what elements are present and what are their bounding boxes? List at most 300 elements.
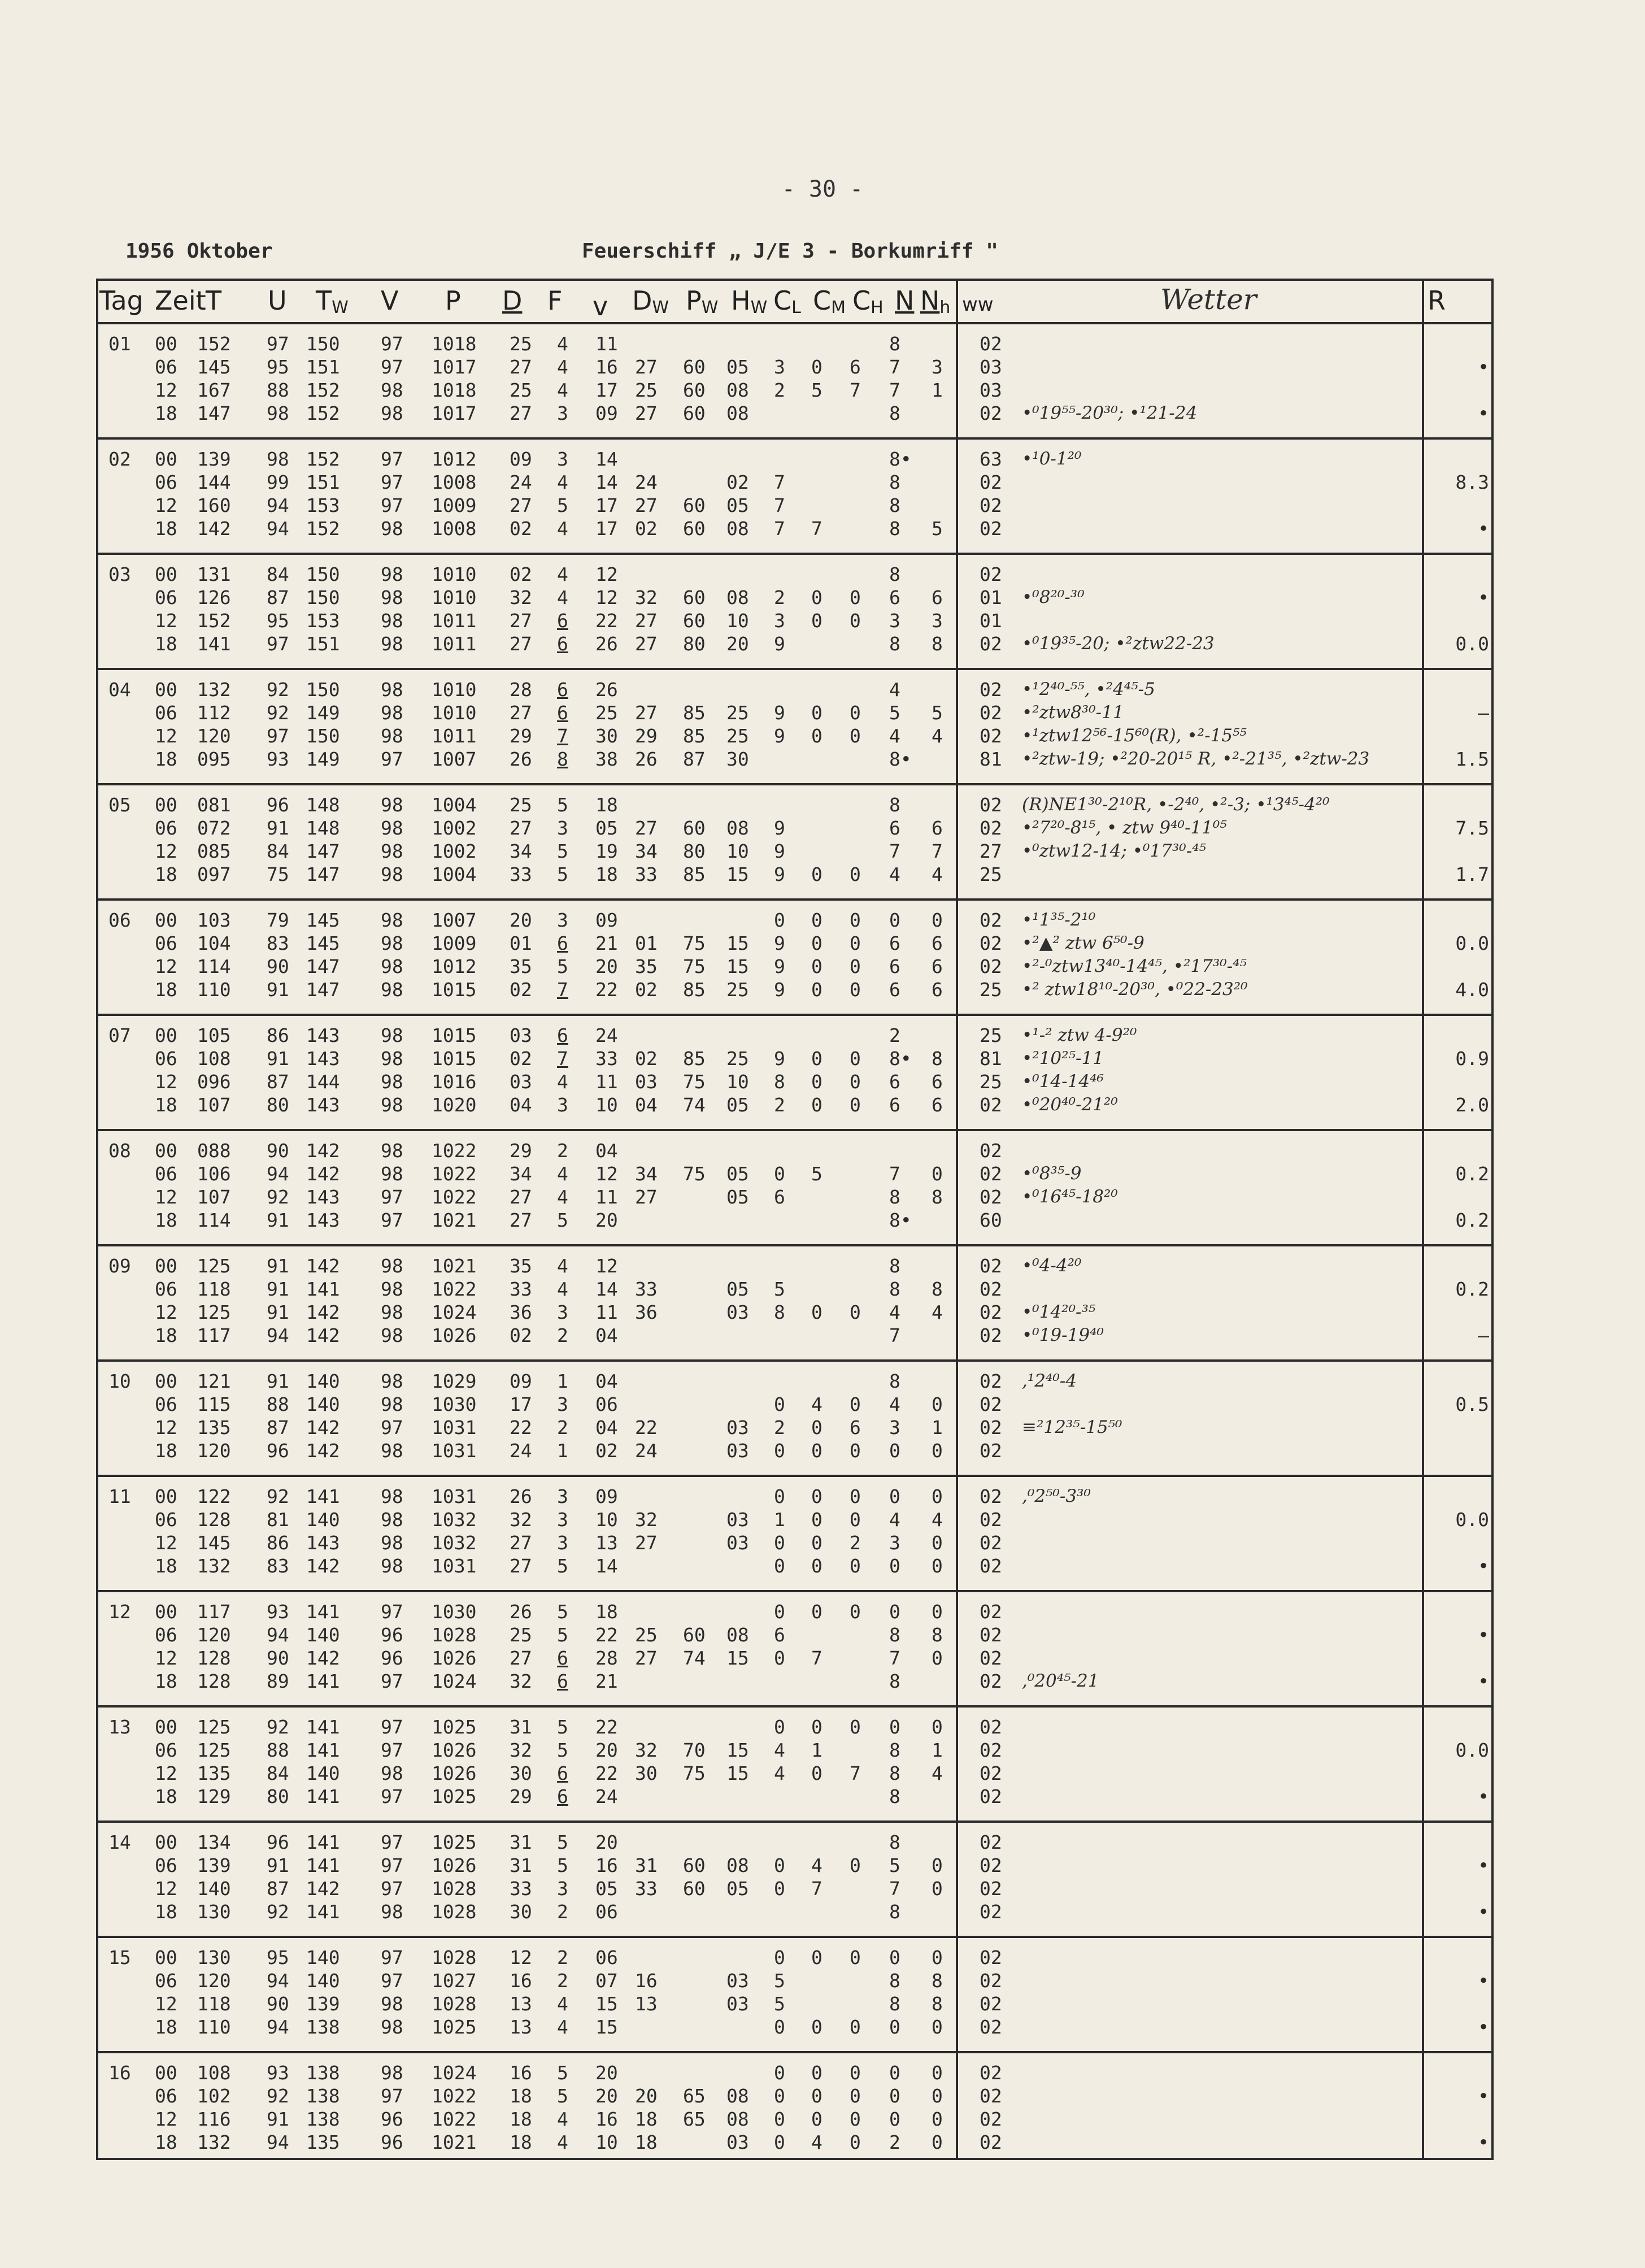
cell-ch: 0 [850,2108,861,2130]
cell-ww: 02 [980,725,1002,747]
cell-u: 94 [267,1163,289,1185]
cell-tw: 150 [306,563,340,585]
cell-n: 7 [889,1647,900,1669]
table-row [98,1646,1491,1670]
table-row [98,863,1491,886]
table-row [98,1024,1491,1047]
cell-dd: 25 [510,794,532,816]
cell-p: 1012 [432,955,477,977]
cell-ww: 02 [980,2062,1002,2084]
cell-zeit: 06 [155,471,177,493]
cell-pw: 75 [683,1762,706,1784]
cell-nh: 4 [932,725,943,747]
cell-cm: 4 [811,1854,822,1876]
cell-t: 106 [197,1163,231,1185]
cell-t: 128 [197,1647,231,1669]
cell-zeit: 06 [155,1624,177,1646]
cell-f: 7 [557,1048,568,1070]
cell-n: 7 [889,379,900,401]
cell-cm: 0 [811,1485,822,1507]
cell-n: 2 [889,1024,900,1046]
cell-dw: 32 [635,586,658,609]
cell-p: 1026 [432,1762,477,1784]
cell-nh: 6 [932,817,943,839]
cell-n: 7 [889,1163,900,1185]
day-divider [98,1705,1491,1707]
cell-zeit: 00 [155,1831,177,1853]
cell-tw: 141 [306,1854,340,1876]
cell-zeit: 12 [155,2108,177,2130]
cell-f: 2 [557,1140,568,1162]
cell-hw: 25 [726,1048,749,1070]
cell-tw: 153 [306,494,340,516]
cell-f: 5 [557,1739,568,1761]
cell-pw: 60 [683,817,706,839]
cell-zeit: 12 [155,1647,177,1669]
cell-ch: 0 [850,1716,861,1738]
cell-zeit: 18 [155,1670,177,1692]
cell-zeit: 18 [155,863,177,885]
cell-f: 2 [557,1947,568,1969]
cell-pw: 60 [683,1878,706,1900]
cell-zeit: 18 [155,2131,177,2153]
cell-vv: 06 [595,1393,618,1415]
cell-v: 97 [381,1947,403,1969]
cell-zeit: 18 [155,2016,177,2038]
cell-nh: 0 [932,2085,943,2107]
cell-t: 116 [197,2108,231,2130]
cell-nh: 0 [932,2108,943,2130]
cell-tw: 141 [306,1785,340,1808]
cell-n: 8 [889,494,900,516]
cell-p: 1010 [432,702,477,724]
cell-t: 108 [197,1048,231,1070]
col-cl: $C_L$ [773,285,801,318]
cell-p: 1010 [432,679,477,701]
cell-u: 89 [267,1670,289,1692]
cell-r: – [1478,702,1489,724]
cell-f: 5 [557,494,568,516]
cell-zeit: 00 [155,1601,177,1623]
cell-cl: 0 [774,1440,785,1462]
cell-zeit: 12 [155,1762,177,1784]
table-row [98,1854,1491,1877]
cell-dd: 34 [510,1163,532,1185]
cell-zeit: 00 [155,1947,177,1969]
cell-wetter: ,⁰2⁵⁰-3³⁰ [1022,1486,1091,1506]
cell-t: 112 [197,702,231,724]
cell-ww: 27 [980,840,1002,862]
cell-t: 117 [197,1324,231,1346]
cell-u: 88 [267,1739,289,1761]
day-block-04 [98,670,1491,785]
cell-u: 97 [267,633,289,655]
cell-v: 97 [381,1970,403,1992]
cell-n: 0 [889,2085,900,2107]
cell-vv: 28 [595,1647,618,1669]
cell-wetter: •⁰19³⁵-20; •²ztw22-23 [1022,633,1215,654]
cell-dd: 26 [510,1601,532,1623]
cell-p: 1024 [432,2062,477,2084]
day-block-11 [98,1477,1491,1592]
cell-vv: 14 [595,1555,618,1577]
day-block-16 [98,2053,1491,2169]
cell-zeit: 12 [155,494,177,516]
cell-n: 3 [889,1532,900,1554]
table-row [98,586,1491,609]
cell-wetter: •⁰16⁴⁵-18²⁰ [1022,1187,1118,1207]
cell-ww: 02 [980,471,1002,493]
cell-ww: 60 [980,1209,1002,1231]
cell-u: 91 [267,1370,289,1392]
cell-nh: 1 [932,379,943,401]
cell-ww: 02 [980,955,1002,977]
day-divider [98,2051,1491,2053]
cell-dd: 26 [510,748,532,770]
cell-dd: 27 [510,356,532,378]
cell-t: 104 [197,932,231,954]
day-divider [98,668,1491,670]
cell-dw: 27 [635,402,658,424]
cell-v: 98 [381,1278,403,1300]
cell-u: 91 [267,1301,289,1323]
cell-vv: 17 [595,494,618,516]
cell-dd: 33 [510,863,532,885]
cell-n: 8 [889,1624,900,1646]
cell-dd: 12 [510,1947,532,1969]
cell-tw: 138 [306,2016,340,2038]
cell-cl: 0 [774,2108,785,2130]
cell-v: 98 [381,586,403,609]
cell-hw: 25 [726,725,749,747]
cell-dd: 18 [510,2085,532,2107]
cell-u: 92 [267,1186,289,1208]
cell-dw: 27 [635,1186,658,1208]
cell-hw: 10 [726,1071,749,1093]
cell-tag: 13 [108,1716,131,1738]
cell-nh: 0 [932,2131,943,2153]
cell-u: 94 [267,2016,289,2038]
cell-dw: 34 [635,840,658,862]
cell-dd: 30 [510,1901,532,1923]
cell-t: 132 [197,679,231,701]
cell-ch: 0 [850,1094,861,1116]
cell-dw: 30 [635,1762,658,1784]
cell-nh: 6 [932,1071,943,1093]
cell-u: 87 [267,1417,289,1439]
cell-n: 8 [889,1762,900,1784]
cell-t: 145 [197,1532,231,1554]
cell-p: 1010 [432,563,477,585]
cell-nh: 0 [932,1555,943,1577]
table-row [98,1946,1491,1969]
table-row [98,402,1491,425]
table-row [98,1162,1491,1185]
cell-zeit: 00 [155,1716,177,1738]
day-block-07 [98,1016,1491,1131]
table-row [98,701,1491,724]
cell-f: 5 [557,794,568,816]
cell-cl: 9 [774,1048,785,1070]
cell-u: 95 [267,356,289,378]
cell-n: 8 [889,402,900,424]
cell-f: 6 [557,1024,568,1046]
col-zeit: Zeit [155,285,206,316]
cell-n: 0 [889,2016,900,2038]
cell-t: 167 [197,379,231,401]
cell-n: 4 [889,863,900,885]
day-divider [98,1244,1491,1246]
cell-p: 1015 [432,1048,477,1070]
cell-ch: 0 [850,1048,861,1070]
table-row [98,1969,1491,1992]
cell-p: 1022 [432,2108,477,2130]
cell-cl: 5 [774,1970,785,1992]
cell-vv: 06 [595,1901,618,1923]
cell-nh: 7 [932,840,943,862]
cell-f: 4 [557,563,568,585]
cell-dd: 27 [510,1532,532,1554]
cell-n: 8• [889,448,912,470]
cell-cl: 6 [774,1624,785,1646]
day-block-13 [98,1707,1491,1823]
cell-wetter: •⁰14-14⁴⁶ [1022,1071,1104,1092]
cell-nh: 6 [932,979,943,1001]
table-row [98,1508,1491,1531]
table-row [98,724,1491,748]
cell-pw: 85 [683,702,706,724]
cell-ch: 0 [850,1601,861,1623]
cell-ww: 02 [980,1947,1002,1969]
cell-n: 8 [889,1278,900,1300]
cell-pw: 85 [683,725,706,747]
cell-tag: 12 [108,1601,131,1623]
day-divider [98,1359,1491,1362]
col-tag: Tag [99,285,143,316]
cell-zeit: 18 [155,402,177,424]
cell-u: 80 [267,1785,289,1808]
cell-f: 3 [557,402,568,424]
table-row [98,2084,1491,2108]
cell-f: 6 [557,633,568,655]
cell-r: • [1478,518,1489,540]
cell-n: 7 [889,1324,900,1346]
table-row [98,1139,1491,1162]
cell-f: 4 [557,1278,568,1300]
cell-v: 97 [381,448,403,470]
cell-nh: 4 [932,1509,943,1531]
header-month: Oktober [186,240,273,263]
cell-cl: 0 [774,1854,785,1876]
header-date [125,240,272,263]
cell-r: 4.0 [1455,979,1489,1001]
cell-t: 114 [197,955,231,977]
cell-vv: 16 [595,1854,618,1876]
cell-vv: 22 [595,610,618,632]
cell-n: 8 [889,1831,900,1853]
cell-zeit: 00 [155,563,177,585]
cell-r: • [1478,586,1489,609]
table-row [98,1992,1491,2015]
cell-ww: 25 [980,1024,1002,1046]
cell-cl: 0 [774,1532,785,1554]
cell-vv: 14 [595,448,618,470]
cell-p: 1022 [432,1140,477,1162]
cell-dd: 27 [510,1186,532,1208]
cell-zeit: 06 [155,1854,177,1876]
cell-dw: 33 [635,1278,658,1300]
cell-p: 1017 [432,402,477,424]
cell-pw: 74 [683,1647,706,1669]
cell-ww: 02 [980,1739,1002,1761]
cell-cm: 0 [811,2062,822,2084]
cell-hw: 08 [726,586,749,609]
cell-dd: 31 [510,1716,532,1738]
cell-v: 97 [381,1739,403,1761]
cell-n: 8 [889,518,900,540]
cell-p: 1032 [432,1509,477,1531]
cell-ch: 0 [850,2016,861,2038]
cell-vv: 12 [595,586,618,609]
cell-ww: 02 [980,2085,1002,2107]
cell-tw: 141 [306,1601,340,1623]
cell-cm: 4 [811,2131,822,2153]
cell-p: 1010 [432,586,477,609]
cell-f: 3 [557,1878,568,1900]
cell-v: 98 [381,1762,403,1784]
cell-dd: 03 [510,1071,532,1093]
cell-t: 121 [197,1370,231,1392]
cell-n: 6 [889,979,900,1001]
cell-p: 1024 [432,1301,477,1323]
cell-vv: 11 [595,333,618,355]
cell-n: 8 [889,333,900,355]
column-header-row [98,281,1491,322]
cell-zeit: 00 [155,1140,177,1162]
cell-p: 1017 [432,356,477,378]
cell-ww: 02 [980,1440,1002,1462]
cell-dd: 27 [510,817,532,839]
cell-v: 98 [381,1301,403,1323]
cell-dw: 02 [635,518,658,540]
cell-ww: 02 [980,1324,1002,1346]
cell-cm: 5 [811,1163,822,1185]
cell-r: • [1478,1670,1489,1692]
cell-cm: 0 [811,1094,822,1116]
cell-f: 6 [557,1785,568,1808]
table-row [98,355,1491,379]
cell-tw: 140 [306,1624,340,1646]
cell-n: 0 [889,1440,900,1462]
day-block-01 [98,324,1491,440]
cell-zeit: 12 [155,1417,177,1439]
cell-dd: 24 [510,471,532,493]
cell-dd: 25 [510,379,532,401]
table-row [98,1047,1491,1070]
cell-dd: 02 [510,979,532,1001]
cell-vv: 24 [595,1785,618,1808]
cell-pw: 80 [683,633,706,655]
cell-cl: 8 [774,1301,785,1323]
cell-p: 1031 [432,1417,477,1439]
cell-v: 98 [381,979,403,1001]
cell-t: 108 [197,2062,231,2084]
cell-dw: 27 [635,356,658,378]
cell-cm: 7 [811,1647,822,1669]
cell-zeit: 06 [155,1048,177,1070]
cell-hw: 15 [726,1762,749,1784]
cell-dd: 25 [510,1624,532,1646]
cell-cl: 2 [774,1094,785,1116]
cell-tag: 16 [108,2062,131,2084]
cell-vv: 22 [595,979,618,1001]
cell-ww: 02 [980,909,1002,931]
cell-f: 4 [557,1163,568,1185]
cell-ww: 02 [980,1301,1002,1323]
cell-u: 90 [267,1993,289,2015]
cell-v: 98 [381,863,403,885]
cell-tw: 142 [306,1417,340,1439]
cell-r: 8.3 [1455,471,1489,493]
cell-cl: 2 [774,586,785,609]
cell-f: 3 [557,817,568,839]
cell-f: 5 [557,1624,568,1646]
cell-dw: 33 [635,1878,658,1900]
cell-nh: 1 [932,1739,943,1761]
cell-v: 98 [381,1048,403,1070]
cell-v: 97 [381,333,403,355]
cell-t: 110 [197,979,231,1001]
cell-cl: 0 [774,2131,785,2153]
cell-ch: 0 [850,2085,861,2107]
cell-nh: 8 [932,1048,943,1070]
cell-nh: 3 [932,356,943,378]
cell-hw: 05 [726,1278,749,1300]
cell-nh: 6 [932,932,943,954]
cell-n: 3 [889,1417,900,1439]
cell-r: 2.0 [1455,1094,1489,1116]
cell-dd: 36 [510,1301,532,1323]
cell-cl: 4 [774,1762,785,1784]
cell-ww: 02 [980,1716,1002,1738]
cell-dw: 18 [635,2108,658,2130]
cell-dd: 32 [510,1509,532,1531]
cell-cl: 2 [774,379,785,401]
cell-zeit: 00 [155,1024,177,1046]
cell-v: 98 [381,1555,403,1577]
cell-p: 1004 [432,863,477,885]
cell-t: 147 [197,402,231,424]
cell-n: 8 [889,1993,900,2015]
cell-p: 1015 [432,1024,477,1046]
cell-tag: 08 [108,1140,131,1162]
cell-p: 1022 [432,2085,477,2107]
cell-u: 91 [267,1854,289,1876]
cell-zeit: 18 [155,1209,177,1231]
cell-hw: 08 [726,402,749,424]
cell-v: 98 [381,1485,403,1507]
cell-n: 8 [889,563,900,585]
cell-v: 97 [381,1417,403,1439]
cell-p: 1028 [432,1624,477,1646]
cell-wetter: •⁰8³⁵-9 [1022,1163,1082,1184]
table-row [98,748,1491,771]
day-divider [98,1590,1491,1592]
cell-cm: 0 [811,2016,822,2038]
cell-dw: 35 [635,955,658,977]
cell-dw: 20 [635,2085,658,2107]
cell-v: 98 [381,1163,403,1185]
